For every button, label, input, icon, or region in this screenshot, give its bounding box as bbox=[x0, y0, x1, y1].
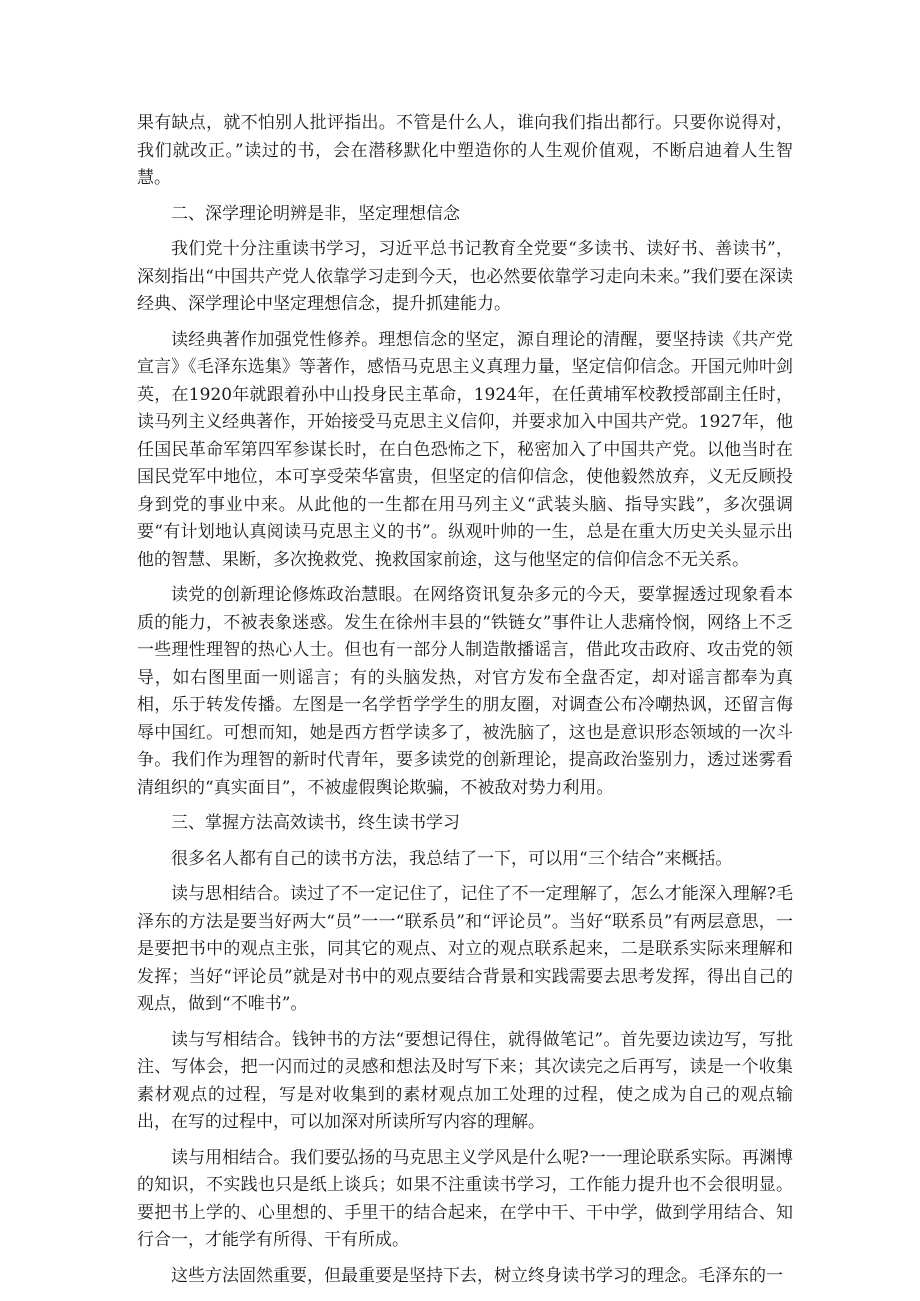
paragraph: 很多名人都有自己的读书方法，我总结了一下，可以用“三个结合”来概括。 bbox=[171, 848, 733, 869]
paragraph: 读与写相结合。钱钟书的方法“要想记得住，就得做笔记”。首先要边读边写，写批注、写体会，把一闪而过的灵感和想法及时写下来；其次读完之后再写，读是一个收集素材观点的过程，写是对收集到的素材观点加工处理的过程，使之成为自己的观点输出，在写的过程中，可以加深对所读所写内容的理解。 bbox=[137, 1029, 793, 1132]
document-page bbox=[137, 110, 793, 1298]
paragraph: 这些方法固然重要，但最重要是坚持下去，树立终身读书学习的理念。毛泽东的一 bbox=[171, 1265, 783, 1286]
paragraph: 读与用相结合。我们要弘扬的马克思主义学风是什么呢?一一理论联系实际。再渊博的知识，不实践也只是纸上谈兵；如果不注重读书学习，工作能力提升也不会很明显。要把书上学的、心里想的、手里干的结合起来，在学中干、干中学，做到学用结合、知行合一，才能学有所得、干有所成。 bbox=[137, 1147, 793, 1250]
section-heading-3: 三、掌握方法高效读书，终生读书学习 bbox=[171, 813, 460, 833]
paragraph-continuation: 果有缺点，就不怕别人批评指出。不管是什么人，谁向我们指出都行。只要你说得对，我们就改正。”读过的书，会在潜移默化中塑造你的人生观价值观，不断启迪着人生智慧。 bbox=[137, 113, 793, 188]
paragraph: 读与思相结合。读过了不一定记住了，记住了不一定理解了，怎么才能深入理解?毛泽东的方法是要当好两大“员”一一“联系员”和“评论员”。当好“联系员”有两层意思，一是要把书中的观点主张，同其它的观点、对立的观点联系起来，二是联系实际来理解和发挥；当好“评论员”就是对书中的观点要结合背景和实践需要去思考发挥，得出自己的观点，做到“不唯书”。 bbox=[137, 884, 793, 1014]
section-heading-2: 二、深学理论明辨是非，坚定理想信念 bbox=[171, 203, 460, 224]
paragraph: 读经典著作加强党性修养。理想信念的坚定，源自理论的清醒，要坚持读《共产党宣言》《毛泽东选集》等著作，感悟马克思主义真理力量，坚定信仰信念。开国元帅叶剑英，在1920年就跟着孙中山投身民主革命，1924年，在任黄埔军校教授部副主任时，读马列主义经典著作，开始接受马克思主义信仰，并要求加入中国共产党。1927年，他任国民革命军第四军参谋长时，在白色恐怖之下，秘密加入了中国共产党。以他当时在国民党军中地位，本可享受荣华富贵，但坚定的信仰信念，使他毅然放弃，义无反顾投身到党的事业中来。从此他的一生都在用马列主义“武装头脑、指导实践”，多次强调要“有计划地认真阅读马克思主义的书”。纵观叶帅的一生，总是在重大历史关头显示出他的智慧、果断，多次挽救党、挽救国家前途，这与他坚定的信仰信念不无关系。 bbox=[137, 329, 793, 570]
paragraph: 我们党十分注重读书学习，习近平总书记教育全党要“多读书、读好书、善读书”，深刻指出“中国共产党人依靠学习走到今天，也必然要依靠学习走向未来。”我们要在深读经典、深学理论中坚定理想信念，提升抓建能力。 bbox=[137, 239, 793, 314]
paragraph: 读党的创新理论修炼政治慧眼。在网络资讯复杂多元的今天，要掌握透过现象看本质的能力，不被表象迷惑。发生在徐州丰县的“铁链女”事件让人悲痛怜悯，网络上不乏一些理性理智的热心人士。但也有一部分人制造散播谣言，借此攻击政府、攻击党的领导，如右图里面一则谣言；有的头脑发热，对官方发布全盘否定，却对谣言都奉为真相，乐于转发传播。左图是一名学哲学学生的朋友圈，对调查公布冷嘲热讽，还留言侮辱中国红。可想而知，她是西方哲学读多了，被洗脑了，这也是意识形态领域的一次斗争。我们作为理智的新时代青年，要多读党的创新理论，提高政治鉴别力，透过迷雾看清组织的“真实面目”，不被虚假舆论欺骗，不被敌对势力利用。 bbox=[137, 585, 793, 798]
